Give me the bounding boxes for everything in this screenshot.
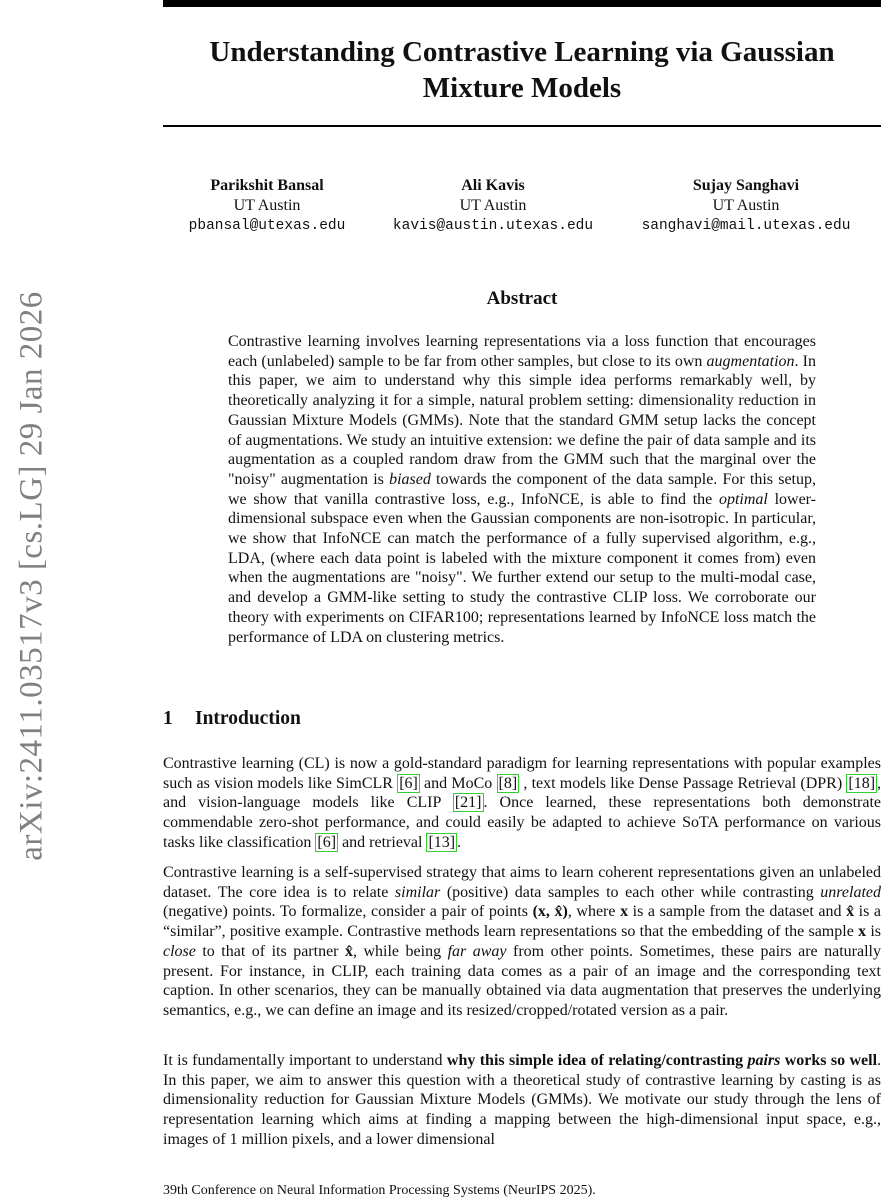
section-heading-introduction <box>163 708 301 730</box>
math-x: x <box>620 903 629 921</box>
abstract-heading: Abstract <box>486 288 558 309</box>
citation-link[interactable]: [8] <box>498 774 518 792</box>
author-email[interactable]: sanghavi@mail.utexas.edu <box>641 218 851 234</box>
author-block-1 <box>137 176 397 236</box>
author-name: Parikshit Bansal <box>210 177 324 194</box>
citation-link[interactable]: [18] <box>848 774 876 792</box>
author-email[interactable]: kavis@austin.utexas.edu <box>392 218 594 234</box>
title-rule <box>163 125 881 127</box>
section-number: 1 <box>163 708 173 729</box>
intro-paragraph-3: It is fundamentally important to understand why this simple idea of relating/contrasting pairs works so well. In this paper, we aim to answer this question with a theoretical study of contrastive learning by casting is as dimensionality reduction for Gaussian Mixture Models (GMMs). We motivate our study through the lens of representation learning which aims at finding a mapping between the high-dimensional input space, e.g., images of 1 million pixels, and a lower dimensional <box>163 1052 881 1148</box>
author-affiliation: UT Austin <box>233 197 301 214</box>
intro-paragraph-2: Contrastive learning is a self-supervised strategy that aims to learn coherent representations given an unlabeled dataset. The core idea is to relate similar (positive) data samples to each other while contrasting unrelated (negative) points. To formalize, consider a pair of points (x, x̂), where x is a sample from the dataset and x̂ is a “similar”, positive example. Contrastive methods learn representations so that the embedding of the sample x is close to that of its partner x̂, while being far away from other points. Sometimes, these pairs are naturally present. For instance, in CLIP, each training data comes as a pair of an image and the corresponding text caption. In other scenarios, they can be manually obtained via data augmentation that preserves the underlying semantics, e.g., we can define an image and its resized/cropped/rotated version as a pair. <box>163 864 881 1019</box>
author-affiliation: UT Austin <box>712 197 780 214</box>
author-name: Ali Kavis <box>461 177 525 194</box>
citation-link[interactable]: [6] <box>399 774 418 792</box>
author-block-2 <box>363 176 623 236</box>
author-affiliation: UT Austin <box>459 197 527 214</box>
top-rule <box>163 0 881 7</box>
citation-link[interactable]: [6] <box>317 833 337 851</box>
math-x: x <box>858 923 867 941</box>
citation-link[interactable]: [13] <box>428 833 456 851</box>
section-title: Introduction <box>195 708 301 729</box>
conference-footer: 39th Conference on Neural Information Processing Systems (NeurIPS 2025). <box>163 1183 596 1198</box>
math-pair: (x, x̂) <box>532 903 568 921</box>
math-x-hat: x̂ <box>345 942 353 960</box>
paper-title: Understanding Contrastive Learning via Gaussian Mixture Models <box>209 36 835 104</box>
author-name: Sujay Sanghavi <box>692 177 800 194</box>
intro-paragraph-1: Contrastive learning (CL) is now a gold-standard paradigm for learning representations with popular examples such as vision models like SimCLR [6] and MoCo [8] , text models like Dense Passage Retrieval (DPR) [18] , and vision-language models like CLIP [21] . Once learned, these representations both demonstrate commendable zero-shot performance, and could easily be adapted to achieve SoTA performance on various tasks like classification [6] and retrieval [13] . <box>163 755 881 851</box>
arxiv-watermark: arXiv:2411.03517v3 [cs.LG] 29 Jan 2026 <box>13 291 50 861</box>
citation-link[interactable]: [21] <box>454 794 482 812</box>
author-email[interactable]: pbansal@utexas.edu <box>188 218 346 234</box>
math-x-hat: x̂ <box>846 903 855 921</box>
author-block-3 <box>616 176 876 236</box>
abstract-text: Contrastive learning involves learning representations via a loss function that encourages each (unlabeled) sample to be far from other samples, but close to its own augmentation. In this paper, we aim to understand why this simple idea performs remarkably well, by theoretically analyzing it for a simple, natural problem setting: dimensionality reduction in Gaussian Mixture Models (GMMs). Note that the standard GMM setup lacks the concept of augmentations. We study an intuitive extension: we define the pair of data sample and its augmentation as a coupled random draw from the GMM such that the marginal over the "noisy" augmentation is biased towards the component of the data sample. For this setup, we show that vanilla contrastive loss, e.g., InfoNCE, is able to find the optimal lower-dimensional subspace even when the Gaussian components are non-isotropic. In particular, we show that InfoNCE can match the performance of a fully supervised algorithm, e.g., LDA, (where each data point is labeled with the mixture component it comes from) even when the augmentations are "noisy". We further extend our setup to the multi-modal case, and develop a GMM-like setting to study the contrastive CLIP loss. We corroborate our theory with experiments on CIFAR100; representations learned by InfoNCE loss match the performance of LDA on clustering metrics. <box>228 333 817 646</box>
